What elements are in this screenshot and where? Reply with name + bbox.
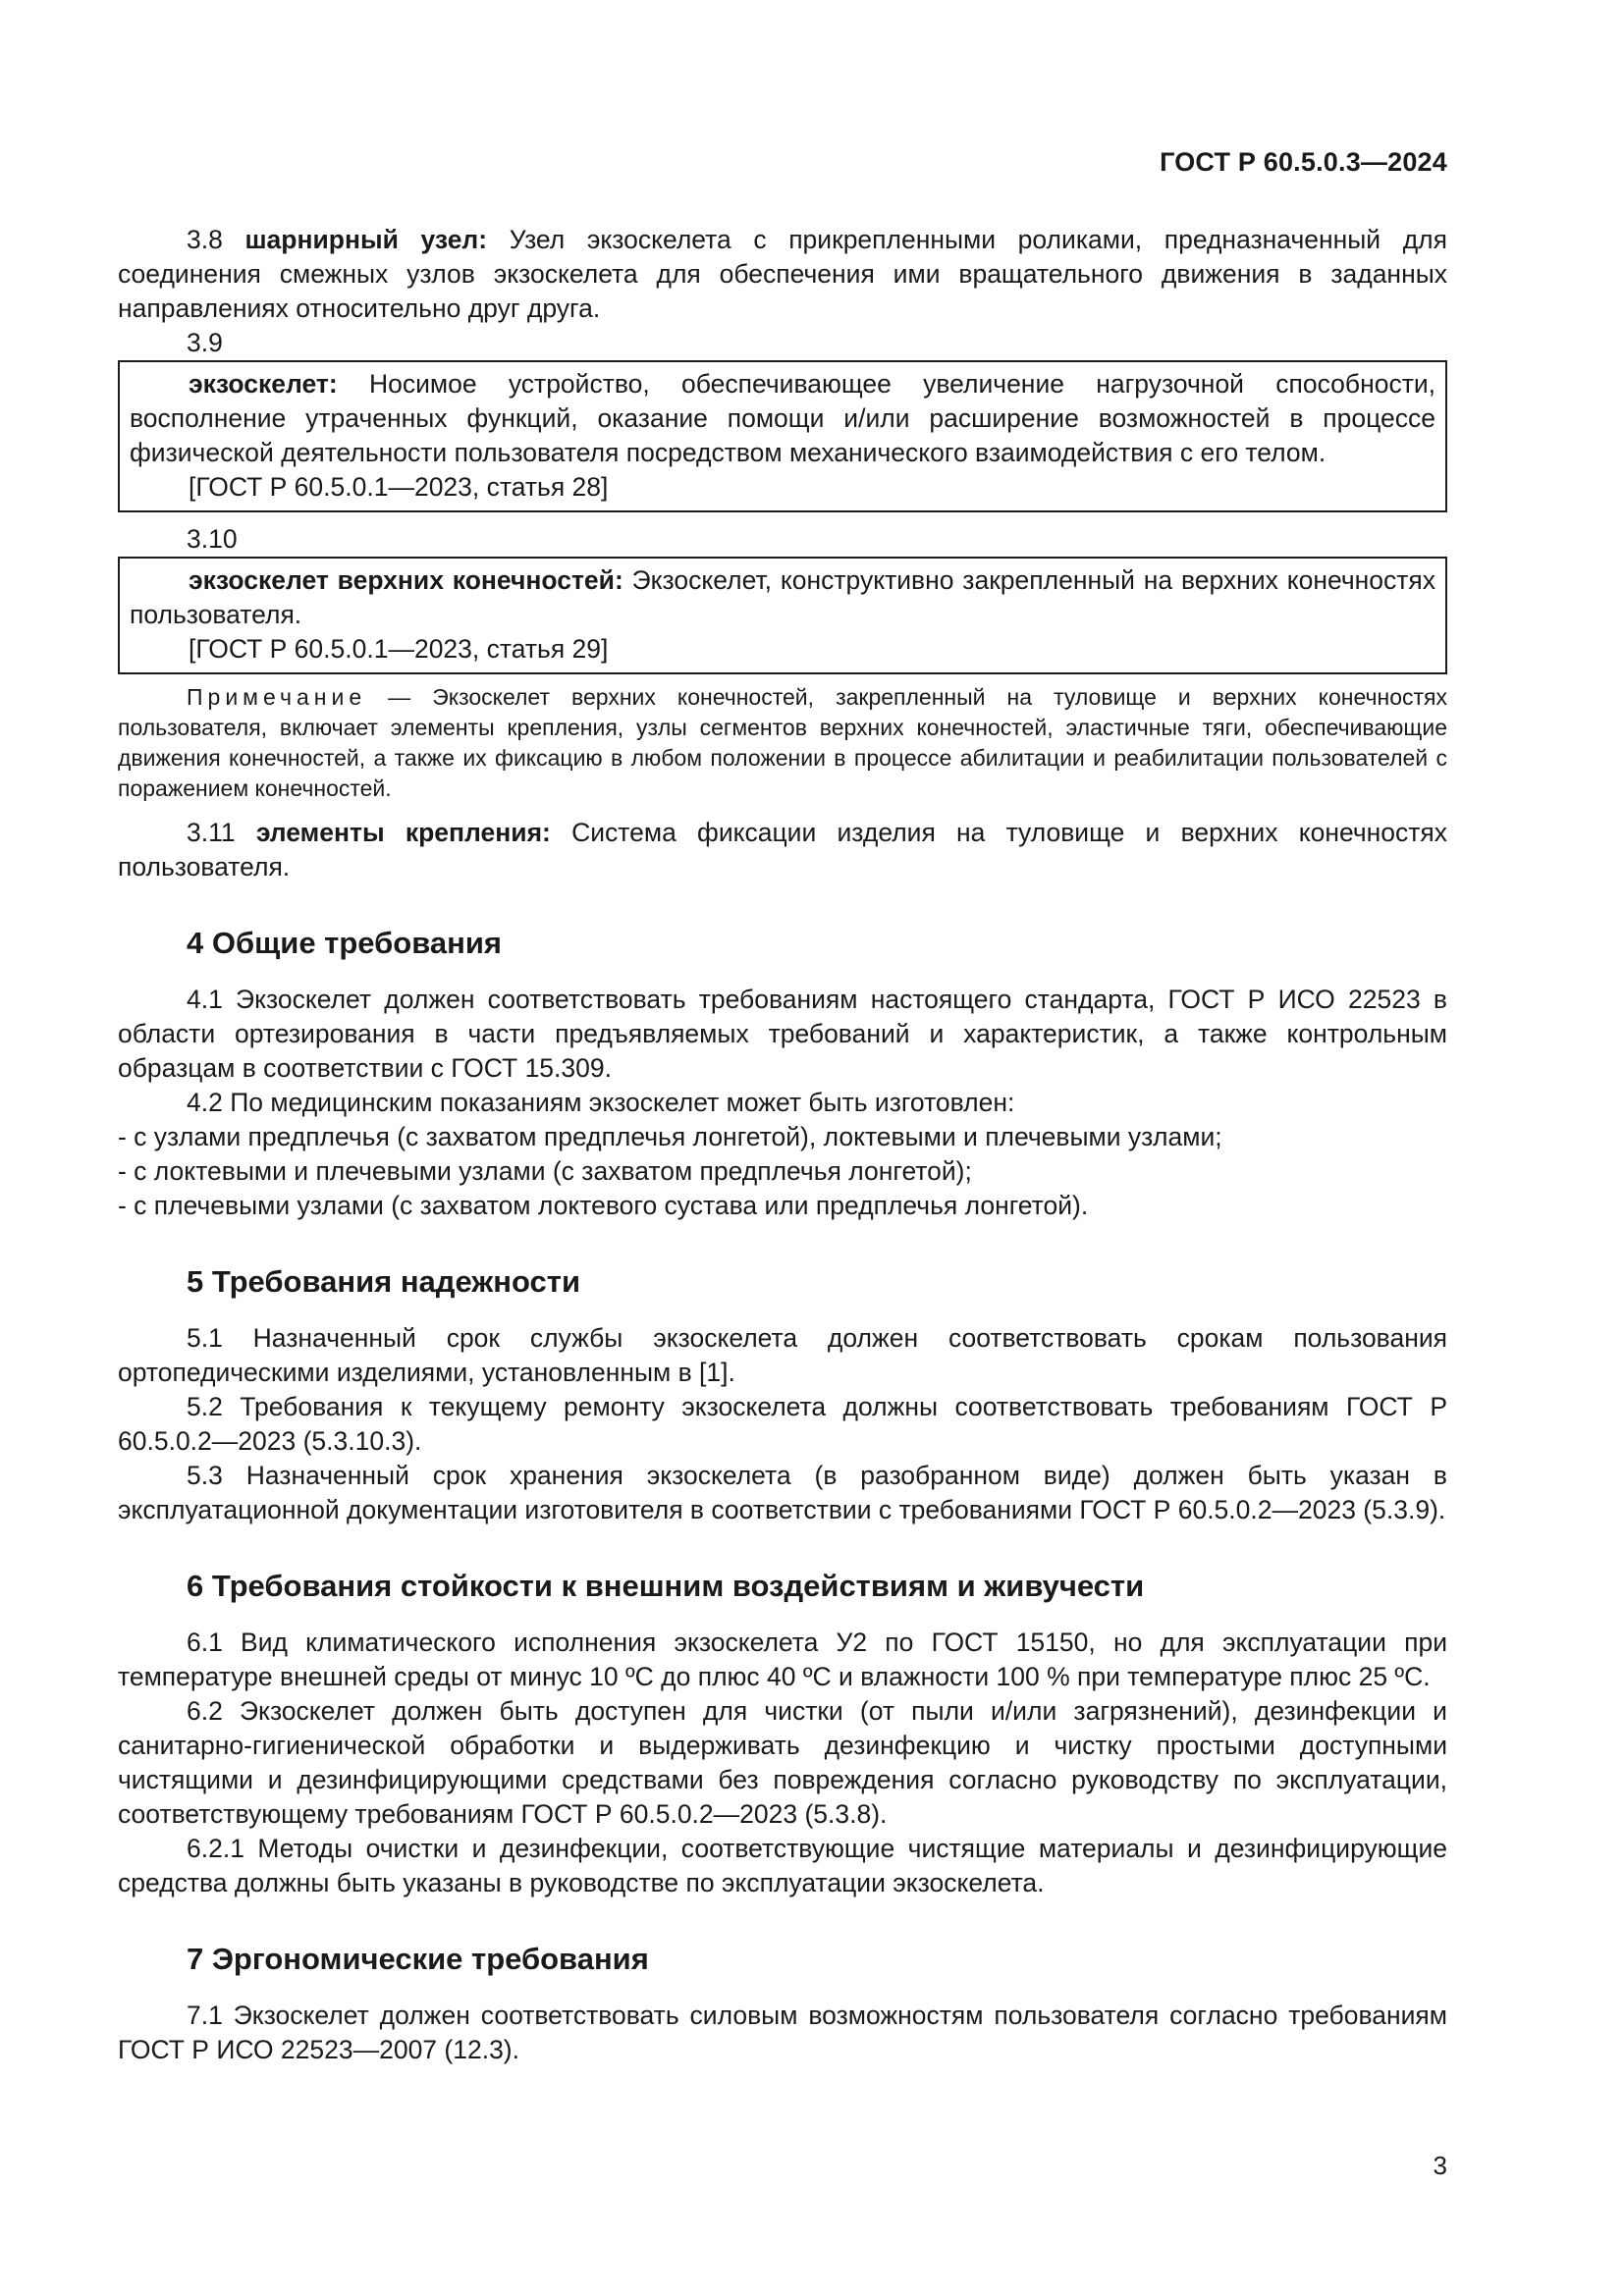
clause-6-2-1: 6.2.1 Методы очистки и дезинфекции, соответствующие чистящие материалы и дезинфицирующие средства должны быть указаны в руководстве по эксплуатации экзоскелета. (118, 1834, 1447, 1897)
term-name: экзоскелет: (189, 369, 338, 399)
clause-3-11 (118, 816, 1447, 884)
section-5-heading: 5 Требования надежности (187, 1264, 581, 1299)
clause-3-10-number: 3.10 (187, 524, 238, 554)
term-source: [ГОСТ Р 60.5.0.1—2023, статья 29] (189, 634, 609, 664)
term-definition: Система фиксации изделия на туловище и верхних конечностях пользователя. (118, 818, 1447, 881)
document-body (118, 223, 1447, 2067)
clause-number: 3.11 (187, 818, 256, 847)
clause-6-2: 6.2 Экзоскелет должен быть доступен для чистки (от пыли и/или загрязнений), дезинфекции и санитарно-гигиенической обработки и выдерживать дезинфекцию и чистку простыми доступными чистящими и дезинфицирующими средствами без повреждения согласно руководству по эксплуатации, соответствующему требованиям ГОСТ Р 60.5.0.2—2023 (5.3.8). (118, 1696, 1447, 1829)
page-number: 3 (1433, 2151, 1447, 2180)
document-header: ГОСТ Р 60.5.0.3—2024 (1160, 147, 1447, 177)
term-name: шарнирный узел: (244, 225, 488, 254)
term-box-3-10 (118, 557, 1447, 674)
clause-5-2: 5.2 Требования к текущему ремонту экзоскелета должны соответствовать требованиям ГОСТ Р 60.5.0.2—2023 (5.3.10.3). (118, 1392, 1447, 1456)
term-definition: Экзоскелет, конструктивно закрепленный на верхних конечностях пользователя. (130, 565, 1435, 629)
term-definition: Узел экзоскелета с прикрепленными роликами, предназначенный для соединения смежных узлов экзоскелета для обеспечения ими вращательного движения в заданных направлениях относительно друг друга. (118, 225, 1447, 323)
clause-3-8 (118, 223, 1447, 326)
clause-3-9-number: 3.9 (187, 328, 223, 357)
note-text: — Экзоскелет верхних конечностей, закрепленный на туловище и верхних конечностях пользователя, включает элементы крепления, узлы сегментов верхних конечностей, эластичные тяги, обеспечивающие движения конечностей, а также их фиксацию в любом положении в процессе абилитации и реабилитации пользователей с поражением конечностей. (118, 684, 1447, 801)
list-item: - с локтевыми и плечевыми узлами (с захватом предплечья лонгетой); (118, 1156, 972, 1186)
clause-5-3: 5.3 Назначенный срок хранения экзоскелета (в разобранном виде) должен быть указан в эксплуатационной документации изготовителя в соответствии с требованиями ГОСТ Р 60.5.0.2—2023 (5.3.9). (118, 1461, 1447, 1524)
term-definition: Носимое устройство, обеспечивающее увеличение нагрузочной способности, восполнение утраченных функций, оказание помощи и/или расширение возможностей в процессе физической деятельности пользователя посредством механического взаимодействия с его телом. (130, 369, 1435, 467)
clause-6-1: 6.1 Вид климатического исполнения экзоскелета У2 по ГОСТ 15150, но для эксплуатации при температуре внешней среды от минус 10 ºС до плюс 40 ºС и влажности 100 % при температуре плюс 25 ºС. (118, 1628, 1447, 1691)
term-name: экзоскелет верхних конечностей: (189, 565, 623, 595)
term-entry (130, 563, 1435, 632)
list-item: - с узлами предплечья (с захватом предплечья лонгетой), локтевыми и плечевыми узлами; (118, 1122, 1222, 1151)
document-page (118, 0, 1447, 2296)
term-entry (130, 367, 1435, 470)
clause-4-2: 4.2 По медицинским показаниям экзоскелет может быть изготовлен: (187, 1088, 1015, 1117)
section-7-heading: 7 Эргономические требования (187, 1942, 649, 1976)
clause-7-1: 7.1 Экзоскелет должен соответствовать силовым возможностям пользователя согласно требованиям ГОСТ Р ИСО 22523—2007 (12.3). (118, 2001, 1447, 2064)
note-block (118, 682, 1447, 804)
section-6-heading: 6 Требования стойкости к внешним воздействиям и живучести (187, 1569, 1145, 1603)
section-4-heading: 4 Общие требования (187, 926, 502, 960)
term-box-3-9 (118, 360, 1447, 512)
clause-4-1: 4.1 Экзоскелет должен соответствовать требованиям настоящего стандарта, ГОСТ Р ИСО 22523 в области ортезирования в части предъявляемых требований и характеристик, а также контрольным образцам в соответствии с ГОСТ 15.309. (118, 985, 1447, 1083)
term-source: [ГОСТ Р 60.5.0.1—2023, статья 28] (189, 472, 609, 502)
term-name: элементы крепления: (255, 818, 551, 847)
clause-number: 3.8 (187, 225, 245, 254)
note-label: Примечание (187, 684, 367, 710)
list-item: - с плечевыми узлами (с захватом локтевого сустава или предплечья лонгетой). (118, 1191, 1089, 1220)
clause-5-1: 5.1 Назначенный срок службы экзоскелета должен соответствовать срокам пользования ортопедическими изделиями, установленным в [1]. (118, 1323, 1447, 1387)
